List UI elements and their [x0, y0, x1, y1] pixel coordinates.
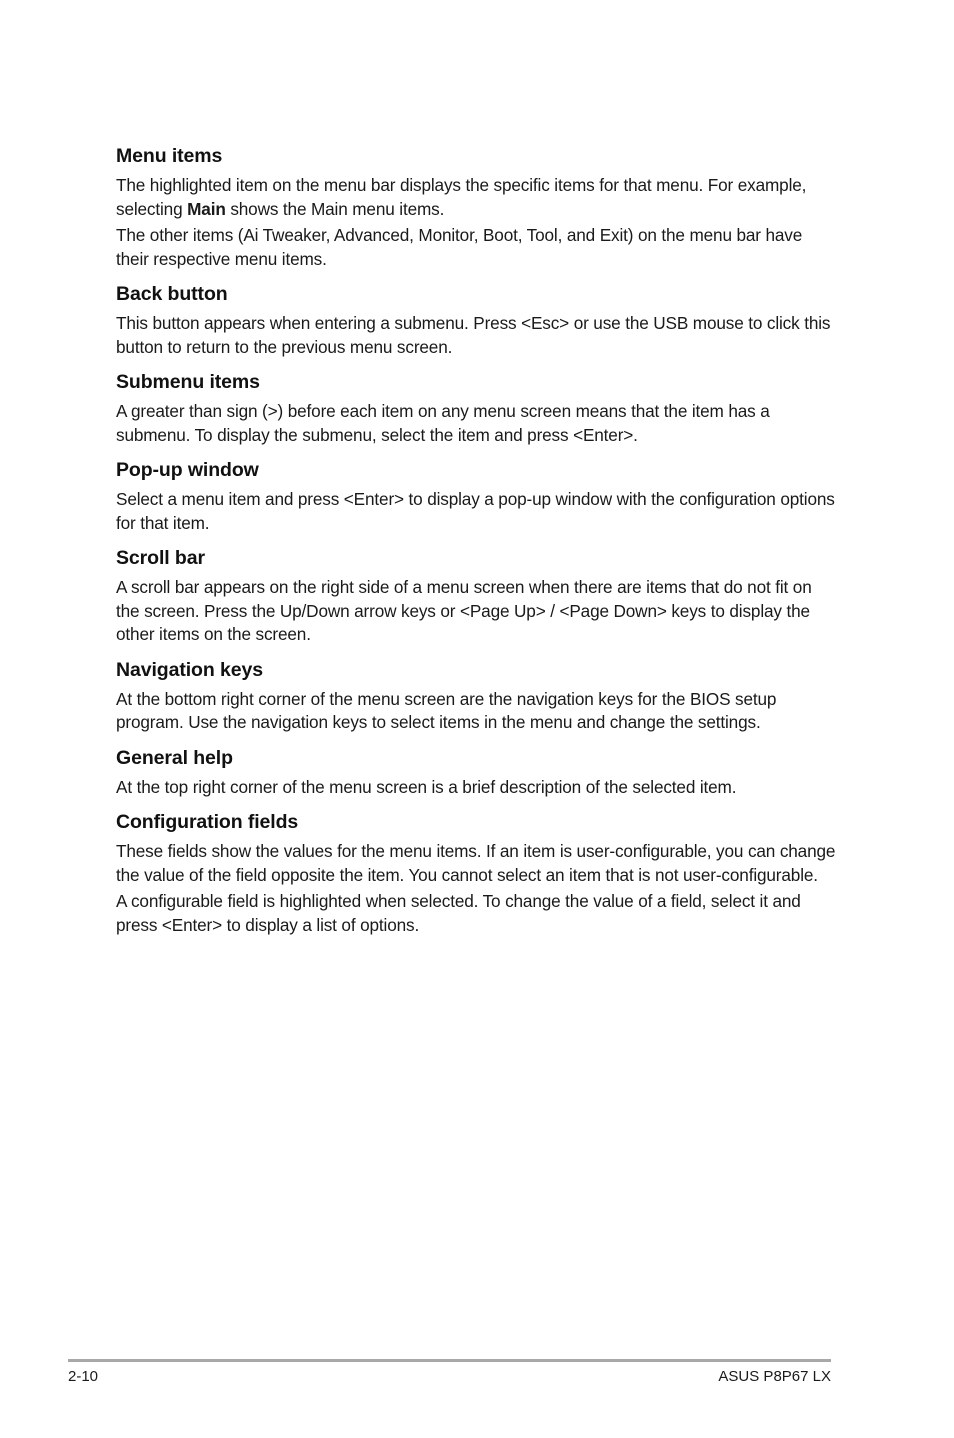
footer-divider [68, 1359, 831, 1362]
section-heading: Pop-up window [116, 459, 259, 481]
section-configuration-fields [116, 809, 836, 937]
paragraph: These fields show the values for the menu items. If an item is user-configurable, you can change the value of the field opposite the item. You cannot select an item that is not user-configurable. [116, 841, 836, 885]
section-heading: Configuration fields [116, 811, 299, 833]
section-heading: Navigation keys [116, 658, 263, 681]
section-submenu-items [116, 369, 836, 447]
paragraph: A scroll bar appears on the right side of a menu screen when there are items that do not fit on the screen. Press the Up/Down arrow keys or <Page Up> / <Page Down> keys to display the other items on the screen. [116, 577, 812, 644]
paragraph [116, 174, 836, 221]
section-menu-items [116, 143, 836, 271]
section-heading: General help [116, 746, 233, 769]
paragraph: This button appears when entering a submenu. Press <Esc> or use the USB mouse to click this button to return to the previous menu screen. [116, 313, 831, 357]
paragraph: A configurable field is highlighted when selected. To change the value of a field, select it and press <Enter> to display a list of options. [116, 891, 801, 935]
paragraph: At the bottom right corner of the menu screen are the navigation keys for the BIOS setup program. Use the navigation keys to select items in the menu and change the settings. [116, 688, 777, 732]
paragraph: The other items (Ai Tweaker, Advanced, Monitor, Boot, Tool, and Exit) on the menu bar have their respective menu items. [116, 225, 803, 269]
section-heading: Scroll bar [116, 547, 205, 569]
section-scroll-bar [116, 545, 836, 647]
section-heading: Menu items [116, 145, 223, 167]
paragraph: At the top right corner of the menu screen is a brief description of the selected item. [116, 776, 737, 797]
product-name: ASUS P8P67 LX [718, 1368, 831, 1385]
page-number: 2-10 [68, 1368, 99, 1385]
paragraph-text: The highlighted item on the menu bar displays the specific items for that menu. For example, selecting [116, 175, 807, 219]
document-body [116, 143, 836, 947]
section-heading: Submenu items [116, 371, 260, 393]
section-heading: Back button [116, 283, 228, 305]
section-popup-window [116, 457, 836, 535]
section-general-help [116, 745, 836, 800]
paragraph-text: shows the Main menu items. [225, 198, 445, 219]
paragraph: Select a menu item and press <Enter> to display a pop-up window with the configuration options for that item. [116, 489, 835, 533]
paragraph: A greater than sign (>) before each item on any menu screen means that the item has a submenu. To display the submenu, select the item and press <Enter>. [116, 401, 770, 445]
section-back-button [116, 281, 836, 359]
emphasis-text: Main [187, 198, 226, 219]
section-navigation-keys [116, 657, 836, 735]
